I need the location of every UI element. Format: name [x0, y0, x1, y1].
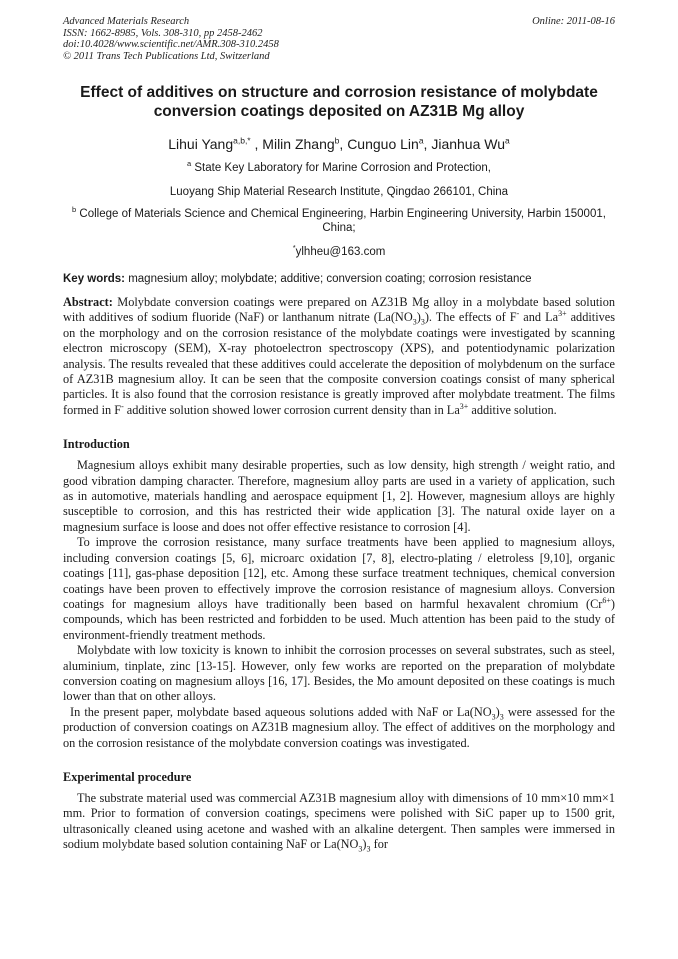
author-separator: , [339, 136, 348, 152]
affiliation-a-line-1: $^a$ State Key Laboratory for Marine Corrosion and Protection, [187, 159, 491, 174]
author-list [63, 135, 615, 153]
online-date: Online: 2011-08-16 [532, 16, 615, 27]
affil-mark: b [72, 205, 77, 215]
affiliation-a-line-2: Luoyang Ship Material Research Institute, Qingdao 266101, China [169, 186, 509, 198]
email-mark: * [292, 243, 296, 253]
affil-mark: a [187, 159, 192, 169]
affiliation-b: $^b$ College of Materials Science and Chemical Engineering, Harbin Engineering University, Harbin 150001, China; [72, 205, 606, 234]
experimental-body [63, 791, 615, 853]
paragraph: Magnesium alloys exhibit many desirable properties, such as low density, high strength / weight ratio, and good vibration damping character. Therefore, magnesium alloy parts are used in a variety of application, such as in automotive, materials handling and aerospace equipment [1, 2]. However, magnesium alloys are highly susceptible to corrosion, and this has restricted their wide application [3]. The natural oxide layer on a magnesium surface is loose and does not offer effective resistance to corrosion [4]. [63, 458, 615, 534]
corresponding-email [63, 245, 615, 259]
author-name: Lihui Yang [168, 136, 234, 152]
author-separator: , [250, 136, 263, 152]
author-affil-mark: a [418, 135, 424, 146]
author-affil-mark: a,b,* [233, 135, 251, 146]
paragraph: In the present paper, molybdate based aqueous solutions added with NaF or $La(NO_3)_3$ were assessed for the production of conversion coatings on AZ31B magnesium alloy. The effect of additives on the morphology and on the corrosion resistance of the molybdate conversion coatings was investigated. [63, 704, 616, 750]
keywords [63, 272, 615, 286]
title-line-2: conversion coatings deposited on AZ31B Mg alloy [153, 103, 525, 120]
paragraph: Molybdate with low toxicity is known to inhibit the corrosion processes on several substrates, such as steel, aluminium, tinplate, zinc [13-15]. However, only few works are reported on the preparation of molybdate conversion coating on magnesium alloys [16, 17]. Besides, the Mo amount deposited on these coatings is much lower than that on other alloys. [63, 643, 615, 704]
journal-header [63, 16, 615, 62]
author-name: Jianhua Wu [431, 136, 506, 152]
section-heading-introduction: Introduction [63, 437, 130, 452]
copyright-line: © 2011 Trans Tech Publications Ltd, Switzerland [63, 50, 270, 62]
doi-line: doi:10.4028/www.scientific.net/AMR.308-310.2458 [63, 39, 279, 50]
section-heading-experimental: Experimental procedure [63, 769, 192, 784]
title-line-1: Effect of additives on structure and corrosion resistance of molybdate [80, 84, 598, 101]
author-affil-mark: a [505, 135, 510, 146]
keywords-text: magnesium alloy; molybdate; additive; conversion coating; corrosion resistance [125, 273, 532, 285]
paragraph: The substrate material used was commercial AZ31B magnesium alloy with dimensions of 10 mm×10 mm×1 mm. Prior to formation of conversion coatings, specimens were polished with SiC paper up to 1500 grit, ultrasonically cleaned using acetone and washed with an alkaline detergent. Then samples were immersed in sodium molybdate based solution containing NaF or $La(NO_3)_3$ for [63, 790, 615, 854]
paper-title [63, 83, 615, 121]
author-separator: , [423, 136, 432, 152]
keywords-label: Key words: [63, 273, 125, 285]
paragraph: To improve the corrosion resistance, many surface treatments have been applied to magnesium alloys, including conversion coatings [5, 6], microarc oxidation [7, 8], electro-plating / eletroless [9,10], organic coatings [11], gas-phase deposition [12], etc. Among these surface treatment techniques, chemical conversion coatings have been proven to effectively improve the corrosion resistance of magnesium alloys. Conversion coatings for magnesium alloys have traditionally been based on harmful hexavalent chromium $(Cr^{6+})$ compounds, which has been restricted and forbidden to be used. Much attention has been paid to the study of environment-friendly treatment methods. [63, 535, 615, 642]
author-affil-mark: b [334, 135, 340, 146]
introduction-body [63, 458, 615, 751]
author-name: Cunguo Lin [347, 136, 419, 152]
abstract-label: Abstract: [63, 295, 113, 309]
author-name: Milin Zhang [262, 136, 335, 152]
email-link[interactable]: ylhheu@163.com [295, 246, 386, 258]
issn-line: ISSN: 1662-8985, Vols. 308-310, pp 2458-2462 [63, 27, 263, 39]
journal-name: Advanced Materials Research [63, 16, 190, 27]
abstract: Abstract: Molybdate conversion coatings were prepared on AZ31B Mg alloy in a molybdate based solution with additives of sodium fluoride (NaF) or lanthanum nitrate $(La(NO_3)_3)$. The effects of F- and $La^{3+}$ additives on the morphology and on the corrosion resistance of the molybdate coatings were investigated by scanning electron microscopy (SEM), X-ray photoelectron spectroscopy (XPS), and potentiodynamic polarization analysis. The results revealed that these additives could accelerate the deposition of molybdenum on the surface of AZ31B magnesium alloy. It can be seen that the composite conversion coatings consist of many spherical particles. It is also found that the corrosion resistance is greatly improved after molybdate treatment. The films formed in F- additive solution showed lower corrosion current density than in $La^{3+}$ additive solution. [63, 295, 615, 417]
